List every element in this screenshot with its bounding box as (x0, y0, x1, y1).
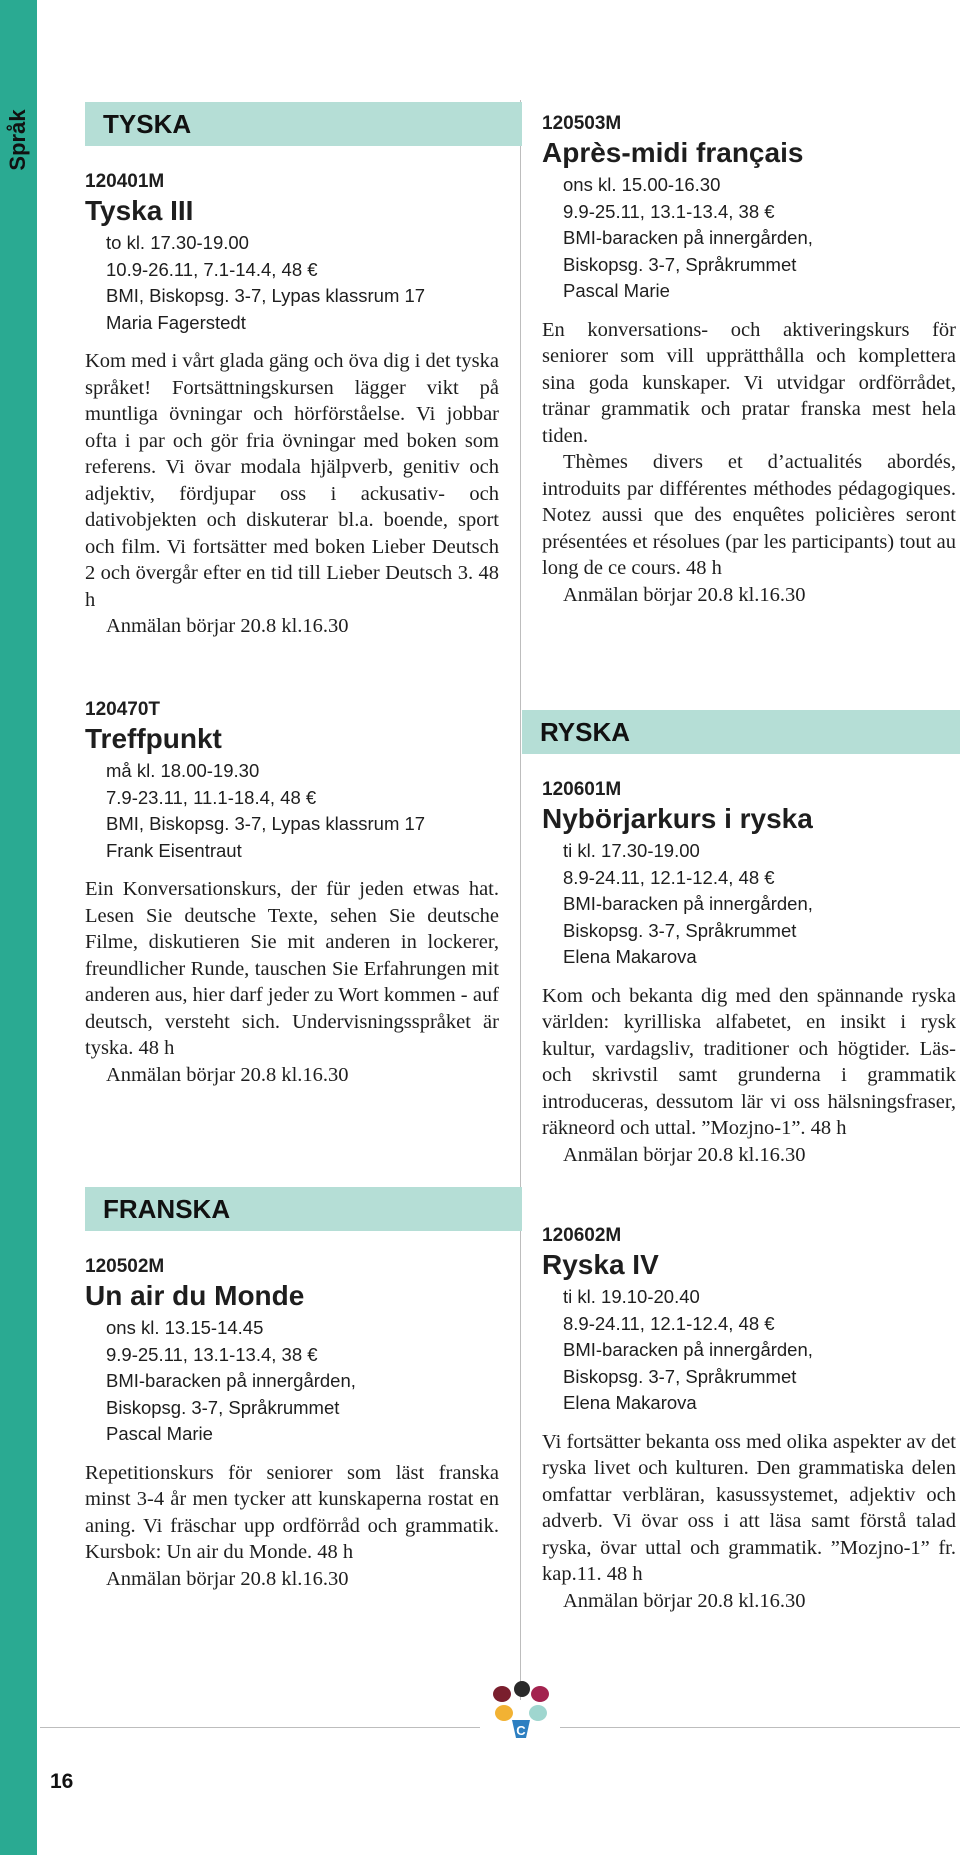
course-description: Vi fortsätter bekanta oss med olika aspekter av det ryska livet och kulturen. Den grammatiska delen omfattar verbläran, kasussystemet, adjektiv och adverb. Vi övar oss i att läsa samt förstå talad ryska, övar uttal och grammatik. ”Mozjno-1” fr. kap.11. 48 h (542, 1430, 956, 1585)
course-location: BMI, Biskopsg. 3-7, Lypas klassrum 17 (106, 813, 426, 834)
course-description: Ein Konversationskurs, der für jeden etwas hat. Lesen Sie deutsche Texte, sehen Sie deutsche Filme, diskutieren Sie mit anderen in lockerer, freundlicher Runde, tauschen Sie Erfahrungen mit anderen aus, hier darf jeder zu Wort kommen - auf deutsch, versteht sich. Undervisningsspråket är tyska. 48 h (85, 878, 499, 1059)
course-info (85, 758, 499, 864)
course-registration: Anmälan börjar 20.8 kl.16.30 (563, 1143, 806, 1166)
course-dates-price: 8.9-24.11, 12.1-12.4, 48 € (563, 1312, 775, 1334)
course-time: ti kl. 19.10-20.40 (563, 1286, 700, 1307)
footer-rule-right (560, 1727, 960, 1728)
section-header-tyska: TYSKA (85, 102, 522, 146)
course-registration: Anmälan börjar 20.8 kl.16.30 (106, 1567, 349, 1590)
course-time: ons kl. 13.15-14.45 (106, 1317, 264, 1338)
course-teacher: Maria Fagerstedt (106, 311, 246, 333)
course-info (542, 838, 956, 971)
course-title: Tyska III (85, 195, 194, 226)
course-title: Nybörjarkurs i ryska (542, 803, 813, 834)
section-header-ryska: RYSKA (522, 710, 960, 754)
course-description: Kom och bekanta dig med den spännande ryska världen: kyrilliska alfabetet, en insikt i rysk kultur, vardagsliv, traditioner och högtider. Läs- och skrivstil samt grunderna i grammatik introduceras, dessutom lär vi oss hälsningsfraser, räkneord och uttal. ”Mozjno-1”. 48 h (542, 984, 956, 1139)
course-teacher: Elena Makarova (563, 946, 697, 967)
section-header-franska: FRANSKA (85, 1187, 522, 1231)
section-tab-label: Språk (5, 109, 30, 171)
course-registration: Anmälan börjar 20.8 kl.16.30 (106, 1063, 349, 1086)
course-title: Un air du Monde (85, 1280, 305, 1311)
course-code: 120503M (542, 113, 622, 134)
course-info (542, 1284, 956, 1417)
course-info (85, 230, 499, 336)
course-code: 120602M (542, 1225, 622, 1246)
course-location-room: Biskopsg. 3-7, Språkrummet (563, 253, 797, 275)
course-info (85, 1315, 499, 1448)
course-location: BMI-baracken på innergården, (563, 227, 813, 248)
column-divider (520, 100, 521, 1700)
course-code: 120601M (542, 779, 622, 800)
course-120601M (542, 778, 956, 1168)
course-location-room: Biskopsg. 3-7, Språkrummet (106, 1396, 340, 1418)
course-120602M (542, 1224, 956, 1614)
page-number: 16 (50, 1770, 74, 1793)
course-120401M (85, 170, 499, 640)
footer-rule-left (40, 1727, 480, 1728)
course-dates-price: 8.9-24.11, 12.1-12.4, 48 € (563, 866, 775, 888)
course-code: 120502M (85, 1256, 165, 1277)
course-description: Kom med i vårt glada gäng och öva dig i det tyska språket! Fortsättningskursen lägger vikt på muntliga övningar och hörförståelse. Vi jobbar ofta i par och gör fria övningar med boken som referens. Vi övar modala hjälpverb, genitiv och adjektiv, fördjupar oss i ackusativ- och dativobjekten och diskuterar bl.a. boende, sport och film. Vi fortsätter med boken Lieber Deutsch 2 och övergår efter en tid till Lieber Deutsch 3. 48 h (85, 350, 499, 611)
course-location: BMI-baracken på innergården, (563, 893, 813, 914)
course-description: En konversations- och aktiveringskurs för seniorer som vill upprätthålla och komplettera sina goda kunskaper. Vi utvidgar ordförrådet, tränar grammatik och pratar franska mest hela tiden. Thèmes divers et d’actualités abordés, introduits par différentes méthodes pédagogiques. Notez aussi que des enquêtes policières seront présentées et résolues (par les participants) tout au long de ce cours. 48 h (542, 318, 956, 579)
course-registration: Anmälan börjar 20.8 kl.16.30 (563, 583, 806, 606)
svg-text:C: C (516, 1723, 526, 1738)
course-code: 120401M (85, 171, 165, 192)
course-time: må kl. 18.00-19.30 (106, 760, 260, 781)
course-location-room: Biskopsg. 3-7, Språkrummet (563, 919, 797, 941)
course-location: BMI, Biskopsg. 3-7, Lypas klassrum 17 (106, 285, 426, 306)
course-dates-price: 9.9-25.11, 13.1-13.4, 38 € (563, 200, 775, 222)
course-120502M (85, 1255, 499, 1592)
course-location-room: Biskopsg. 3-7, Språkrummet (563, 1365, 797, 1387)
course-info (542, 172, 956, 305)
course-dates-price: 10.9-26.11, 7.1-14.4, 48 € (106, 258, 318, 280)
course-120503M (542, 112, 956, 608)
course-time: ons kl. 15.00-16.30 (563, 174, 721, 195)
course-registration: Anmälan börjar 20.8 kl.16.30 (563, 1589, 806, 1612)
course-120470T (85, 698, 499, 1088)
course-location: BMI-baracken på innergården, (106, 1370, 356, 1391)
course-title: Treffpunkt (85, 723, 222, 754)
course-title: Après-midi français (542, 137, 804, 168)
course-teacher: Pascal Marie (106, 1423, 213, 1444)
course-location: BMI-baracken på innergården, (563, 1339, 813, 1360)
organization-logo-icon (490, 1680, 552, 1752)
course-description: Repetitionskurs för seniorer som läst franska minst 3-4 år men tycker att kunskaperna rostat en aning. Vi fräschar upp ordförråd och grammatik. Kursbok: Un air du Monde. 48 h (85, 1461, 499, 1563)
side-color-bar (0, 0, 37, 1855)
course-title: Ryska IV (542, 1249, 659, 1280)
course-dates-price: 9.9-25.11, 13.1-13.4, 38 € (106, 1343, 318, 1365)
course-time: ti kl. 17.30-19.00 (563, 840, 700, 861)
course-teacher: Pascal Marie (563, 280, 670, 301)
course-teacher: Elena Makarova (563, 1392, 697, 1413)
course-time: to kl. 17.30-19.00 (106, 232, 249, 253)
course-teacher: Frank Eisentraut (106, 839, 242, 861)
course-registration: Anmälan börjar 20.8 kl.16.30 (106, 615, 349, 637)
course-dates-price: 7.9-23.11, 11.1-18.4, 48 € (106, 786, 317, 808)
course-code: 120470T (85, 699, 161, 720)
